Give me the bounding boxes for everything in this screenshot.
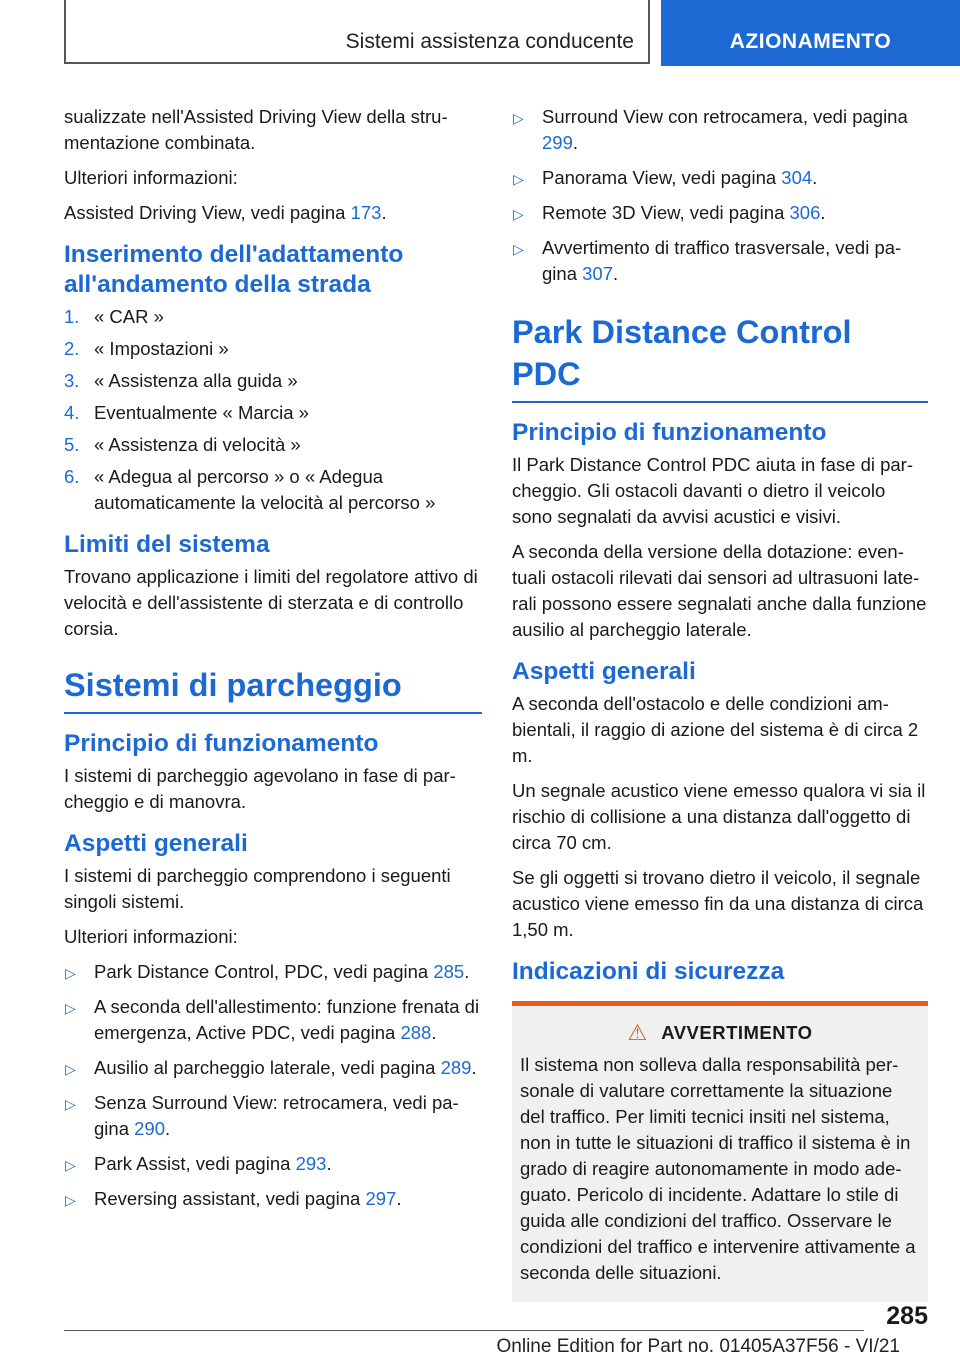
list-item: ▷ Senza Surround View: retrocamera, vedi pagina 290.	[65, 1092, 459, 1139]
triangle-bullet-icon: ▷	[513, 206, 524, 222]
principio-paragraph: I sistemi di parcheggio agevolano in fase di parcheggio e di manovra.	[64, 765, 456, 812]
aspetti-paragraph: I sistemi di parcheggio comprendono i seguenti singoli sistemi.	[64, 865, 451, 912]
more-info-label: Ulteriori informazioni:	[64, 167, 238, 188]
steps-list	[64, 304, 482, 516]
warning-text: Il sistema non solleva dalla responsabilità personale di valutare correttamente la situazione del traffico. Per limiti tecnici insiti nel sistema, non in tutte le situazioni di traffico il sistema è in grado di reagire autonomamente in modo adeguato. Pericolo di incidente. Adattare lo stile di guida alle condizioni del traffico. Osservare le condizioni del traffico e intervenire attivamente a seconda delle situazioni.	[520, 1054, 916, 1283]
list-item: 1. « CAR »	[64, 306, 164, 327]
warning-title: AVVERTIMENTO	[661, 1022, 813, 1043]
list-item: 5. « Assistenza di velocità »	[64, 434, 301, 455]
page-number: 285	[886, 1302, 928, 1330]
header-frame	[64, 0, 650, 64]
list-item: ▷ Panorama View, vedi pagina 304.	[512, 165, 928, 191]
principio-paragraph: Il Park Distance Control PDC aiuta in fase di parcheggio. Gli ostacoli davanti o dietro il veicolo sono segnalati da avvisi acustici e visivi.	[512, 454, 914, 527]
page-link[interactable]: 304	[781, 167, 813, 188]
page-link[interactable]: 289	[440, 1057, 472, 1078]
chapter-tab[interactable]	[661, 0, 960, 66]
list-item: ▷ Surround View con retrocamera, vedi pagina 299.	[513, 106, 908, 153]
left-column	[64, 104, 482, 1224]
warning-box	[512, 1001, 928, 1302]
triangle-bullet-icon: ▷	[65, 1157, 76, 1173]
aspetti-paragraph: A seconda dell'ostacolo e delle condizioni ambientali, il raggio di azione del sistema è di circa 2 m.	[512, 693, 919, 766]
list-item: ▷ Park Assist, vedi pagina 293.	[64, 1151, 482, 1177]
footer-edition: Online Edition for Part no. 01405A37F56 - VI/21	[496, 1336, 900, 1357]
page-link[interactable]: 297	[365, 1188, 397, 1209]
list-item: ▷ Remote 3D View, vedi pagina 306.	[512, 200, 928, 226]
page-link[interactable]: 290	[134, 1118, 165, 1139]
heading-aspetti: Aspetti generali	[512, 658, 696, 685]
list-item: ▷ Reversing assistant, vedi pagina 297.	[64, 1186, 482, 1212]
heading-principio: Principio di funzionamento	[64, 730, 379, 757]
heading-pdc: Park Distance Control PDC	[512, 311, 928, 403]
heading-limiti: Limiti del sistema	[64, 531, 270, 558]
page-link[interactable]: 306	[789, 202, 821, 223]
aspetti-paragraph: Un segnale acustico viene emesso qualora vi sia il rischio di collisione a una distanza dall'oggetto di circa 70 cm.	[512, 780, 926, 853]
triangle-bullet-icon: ▷	[513, 171, 524, 187]
triangle-bullet-icon: ▷	[65, 1061, 76, 1077]
page-link[interactable]: 293	[295, 1153, 327, 1174]
intro-paragraph: sualizzate nell'Assisted Driving View della strumentazione combinata.	[64, 106, 448, 153]
limiti-paragraph: Trovano applicazione i limiti del regolatore attivo di velocità e dell'assistente di sterzata e di controllo corsia.	[64, 566, 478, 639]
heading-sistemi-parcheggio: Sistemi di parcheggio	[64, 664, 482, 714]
list-item: 4. Eventualmente « Marcia »	[64, 402, 309, 423]
warning-icon: ⚠	[627, 1020, 648, 1045]
triangle-bullet-icon: ▷	[513, 110, 524, 126]
heading-principio: Principio di funzionamento	[512, 419, 827, 446]
more-info-label: Ulteriori informazioni:	[64, 926, 238, 947]
triangle-bullet-icon: ▷	[65, 1096, 76, 1112]
list-item: 6. « Adegua al percorso » o « Adegua automaticamente la velocità al percorso »	[64, 466, 436, 513]
right-column	[512, 104, 928, 1302]
page-link[interactable]: 173	[350, 202, 382, 223]
list-item: ▷ Ausilio al parcheggio laterale, vedi pagina 289.	[64, 1055, 482, 1081]
triangle-bullet-icon: ▷	[65, 1192, 76, 1208]
page-link[interactable]: 288	[400, 1022, 432, 1043]
heading-aspetti: Aspetti generali	[64, 830, 248, 857]
chapter-tab-label: AZIONAMENTO	[729, 30, 892, 53]
more-info-line: Assisted Driving View, vedi pagina 173.	[64, 202, 387, 223]
list-item: 3. « Assistenza alla guida »	[64, 370, 298, 391]
page-link[interactable]: 307	[582, 263, 613, 284]
heading-sicurezza: Indicazioni di sicurezza	[512, 958, 785, 985]
page-link[interactable]: 285	[433, 961, 465, 982]
list-item: ▷ Avvertimento di traffico trasversale, vedi pagina 307.	[513, 237, 902, 284]
list-item: ▷ Park Distance Control, PDC, vedi pagina 285.	[64, 959, 482, 985]
warning-header	[520, 1020, 920, 1046]
page-link[interactable]: 299	[542, 132, 573, 153]
triangle-bullet-icon: ▷	[513, 241, 524, 257]
heading-inserimento: Inserimento dell'adattamento all'andamento della strada	[64, 241, 404, 298]
list-item: 2. « Impostazioni »	[64, 338, 229, 359]
list-item: ▷ A seconda dell'allestimento: funzione frenata di emergenza, Active PDC, vedi pagina 288.	[65, 996, 480, 1043]
section-title: Sistemi assistenza conducente	[345, 30, 634, 53]
systems-list-continued	[512, 104, 928, 287]
triangle-bullet-icon: ▷	[65, 1000, 76, 1016]
footer-divider	[64, 1330, 864, 1331]
triangle-bullet-icon: ▷	[65, 965, 76, 981]
systems-list	[64, 959, 482, 1212]
principio-paragraph: A seconda della versione della dotazione: eventuali ostacoli rilevati dai sensori ad ultrasuoni laterali possono essere segnalati anche dalla funzione ausilio al parcheggio laterale.	[512, 541, 927, 640]
aspetti-paragraph: Se gli oggetti si trovano dietro il veicolo, il segnale acustico viene emesso fin da una distanza di circa 1,50 m.	[512, 867, 924, 940]
